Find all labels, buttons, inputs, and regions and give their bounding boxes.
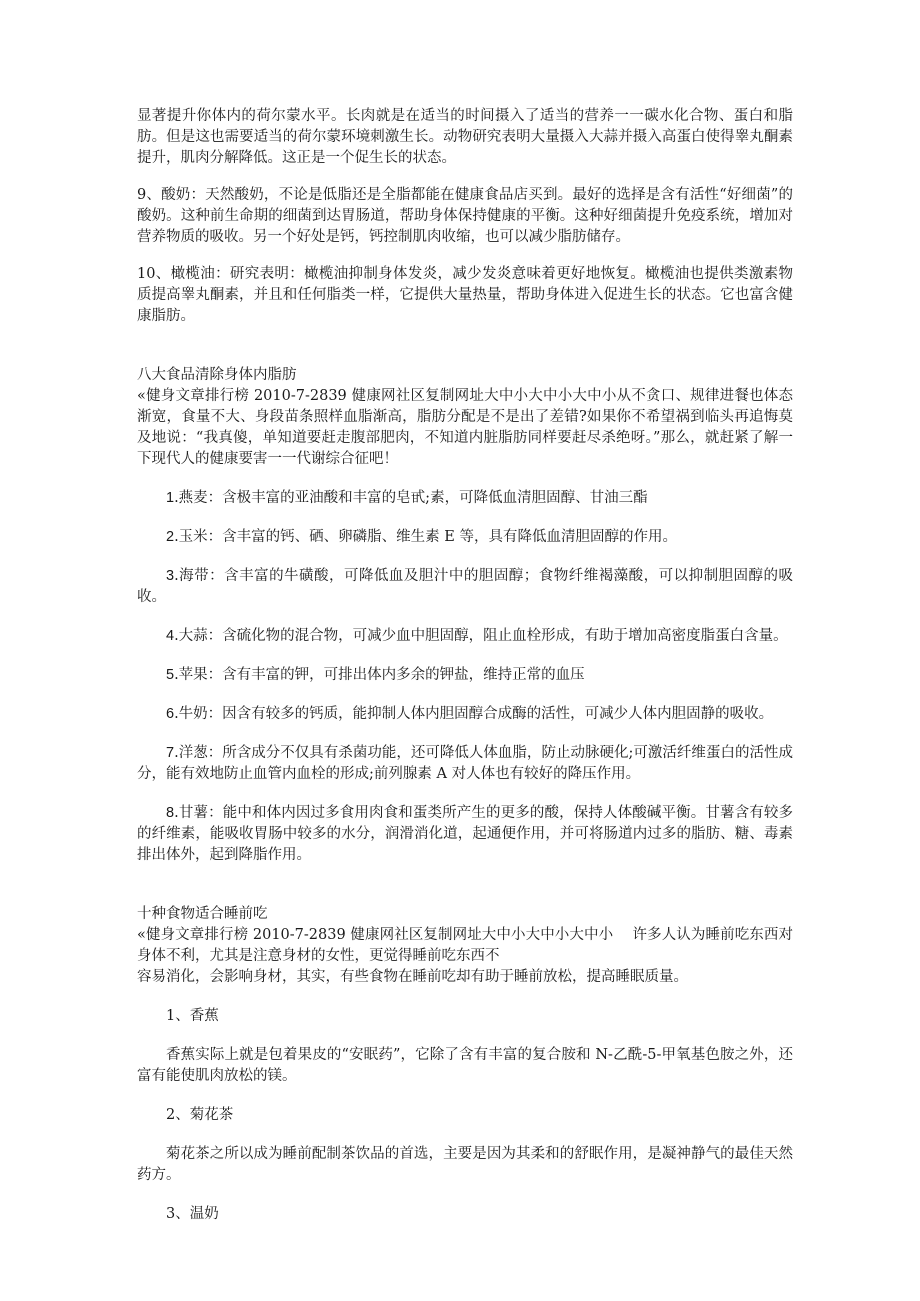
item-number: 5 (166, 667, 175, 683)
item-text: .洋葱：所含成分不仅具有杀菌功能，还可降低人体血脂，防止动脉硬化;可激活纤维蛋白的活性成分，能有效地防止血管内血栓的形成;前列腺素 A 对人体也有较好的降压作用。 (137, 745, 793, 782)
list-item (137, 743, 793, 785)
item-text: .苹果：含有丰富的钾，可排出体内多余的钾盐，维持正常的血压 (174, 667, 585, 683)
list-item (137, 803, 793, 866)
section3-intro-line2: 容易消化，会影响身材，其实，有些食物在睡前吃却有助于睡前放松，提高睡眠质量。 (137, 969, 688, 985)
item-number: 2 (166, 529, 175, 545)
item-text: .大蒜：含硫化物的混合物，可减少血中胆固醇，阻止血栓形成，有助于增加高密度脂蛋白含量。 (174, 628, 788, 644)
section1-intro: 显著提升你体内的荷尔蒙水平。长肉就是在适当的时间摄入了适当的营养一一碳水化合物、蛋白和脂肪。但是这也需要适当的荷尔蒙环境刺激生长。动物研究表明大量摄入大蒜并摄入高蛋白使得睾丸酮素提升，肌肉分解降低。这正是一个促生长的状态。 (137, 108, 793, 166)
section2-intro: «健身文章排行榜 2010-7-2839 健康网社区复制网址大中小大中小大中小从不贪口、规律进餐也体态渐宽，食量不大、身段苗条照样血脂渐高，脂肪分配是不是出了差错?如果你不希望祸到临头再追悔莫及地说：“我真傻，单知道要赶走腹部肥肉，不知道内脏脂肪同样要赶尽杀绝呀。”那么，就赶紧了解一下现代人的健康要害一一代谢综合征吧！ (137, 388, 793, 467)
item-text: .海带：含丰富的牛磺酸，可降低血及胆汁中的胆固醇；食物纤维褐藻酸，可以抑制胆固醇的吸收。 (137, 568, 793, 605)
sub-text-banana: 香蕉实际上就是包着果皮的“安眠药”，它除了含有丰富的复合胺和 N-乙酰-5-甲氧基色胺之外，还富有能使肌肉放松的镁。 (137, 1047, 793, 1084)
list-item (137, 488, 793, 509)
list-item (137, 527, 793, 548)
document-page (137, 106, 793, 1225)
section2-title: 八大食品清除身体内脂肪 (137, 367, 297, 383)
item-text: .玉米：含丰富的钙、硒、卵磷脂、维生素 E 等，具有降低血清胆固醇的作用。 (174, 529, 677, 545)
sub-text-chrysanthemum-tea: 菊花茶之所以成为睡前配制茶饮品的首选，主要是因为其柔和的舒眠作用，是凝神静气的最佳天然药方。 (137, 1146, 793, 1183)
item-number: 3 (166, 568, 175, 584)
item-text: .甘薯：能中和体内因过多食用肉食和蛋类所产生的更多的酸，保持人体酸碱平衡。甘薯含有较多的纤维素，能吸收胃肠中较多的水分，润滑消化道，起通便作用，并可将肠道内过多的脂肪、糖、毒素排出体外，起到降脂作用。 (137, 805, 793, 863)
sub-title-chrysanthemum-tea: 2、菊花茶 (166, 1107, 234, 1123)
item-text: .燕麦：含极丰富的亚油酸和丰富的皂甙;素，可降低血清胆固醇、甘油三酯 (174, 490, 648, 506)
section3-intro-line1: «健身文章排行榜 2010-7-2839 健康网社区复制网址大中小大中小大中小 许多人认为睡前吃东西对身体不利，尤其是注意身材的女性，更觉得睡前吃东西不 (137, 927, 793, 964)
list-item (137, 566, 793, 608)
sub-title-banana: 1、香蕉 (166, 1008, 219, 1024)
item-number: 7 (166, 745, 175, 761)
section3-title: 十种食物适合睡前吃 (137, 906, 268, 922)
item-yogurt: 9、酸奶：天然酸奶，不论是低脂还是全脂都能在健康食品店买到。最好的选择是含有活性“好细菌”的酸奶。这种前生命期的细菌到达胃肠道，帮助身体保持健康的平衡。这种好细菌提升免疫系统，增加对营养物质的吸收。另一个好处是钙，钙控制肌肉收缩，也可以减少脂肪储存。 (137, 187, 793, 245)
list-item (137, 704, 793, 725)
item-number: 8 (166, 805, 175, 821)
item-number: 1 (166, 490, 175, 506)
list-item (137, 626, 793, 647)
item-text: .牛奶：因含有较多的钙质，能抑制人体内胆固醇合成酶的活性，可减少人体内胆固静的吸收。 (174, 706, 774, 722)
item-olive-oil: 10、橄榄油：研究表明：橄榄油抑制身体发炎，减少发炎意味着更好地恢复。橄榄油也提供类激素物质提高睾丸酮素，并且和任何脂类一样，它提供大量热量，帮助身体进入促进生长的状态。它也富含健康脂肪。 (137, 266, 793, 324)
item-number: 4 (166, 628, 175, 644)
sub-title-warm-milk: 3、温奶 (166, 1206, 219, 1222)
item-number: 6 (166, 706, 175, 722)
list-item (137, 665, 793, 686)
